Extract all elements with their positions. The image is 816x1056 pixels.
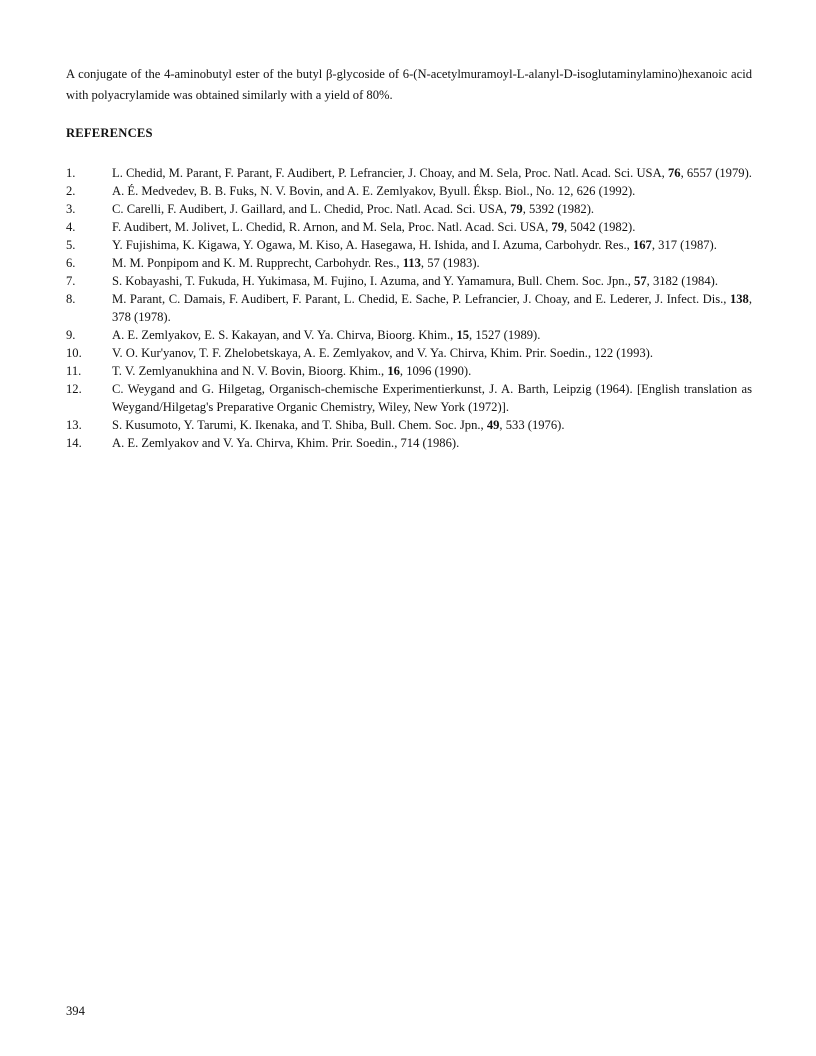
reference-item xyxy=(66,182,752,200)
reference-item xyxy=(66,272,752,290)
reference-volume: 113 xyxy=(402,256,421,270)
reference-volume: 15 xyxy=(456,328,470,342)
reference-text xyxy=(112,290,752,326)
reference-citation: C. Weygand and G. Hilgetag, Organisch-chemische Experimentierkunst, J. A. Barth, Leipzig (1964). [English translation as Weygand/Hilgetag's Preparative Organic Chemistry, Wiley, New York (1972)]. xyxy=(112,382,752,414)
reference-volume: 79 xyxy=(551,220,564,234)
reference-citation: A. E. Zemlyakov and V. Ya. Chirva, Khim. Prir. Soedin., 714 (1986). xyxy=(112,436,460,450)
reference-text xyxy=(112,434,752,452)
reference-citation: Y. Fujishima, K. Kigawa, Y. Ogawa, M. Kiso, A. Hasegawa, H. Ishida, and I. Azuma, Carbohydr. Res., xyxy=(112,238,633,252)
reference-text xyxy=(112,416,752,434)
reference-volume: 79 xyxy=(510,202,523,216)
reference-pages-year: , 57 (1983). xyxy=(420,256,480,270)
reference-pages-year: , 378 (1978). xyxy=(112,292,752,324)
reference-item xyxy=(66,200,752,218)
reference-text xyxy=(112,164,752,182)
reference-item xyxy=(66,362,752,380)
reference-number: 7. xyxy=(66,274,76,288)
reference-text xyxy=(112,200,752,218)
reference-item xyxy=(66,236,752,254)
reference-text xyxy=(112,344,752,362)
reference-pages-year: , 1527 (1989). xyxy=(469,328,541,342)
reference-text xyxy=(112,326,752,344)
reference-text xyxy=(112,254,752,272)
reference-volume: 76 xyxy=(667,166,681,180)
reference-number: 1. xyxy=(66,166,76,180)
references-heading: REFERENCES xyxy=(66,126,153,140)
reference-text xyxy=(112,362,752,380)
reference-citation: A. É. Medvedev, B. B. Fuks, N. V. Bovin, and A. E. Zemlyakov, Byull. Éksp. Biol., No. 12, 626 (1992). xyxy=(112,184,636,198)
reference-citation: F. Audibert, M. Jolivet, L. Chedid, R. Arnon, and M. Sela, Proc. Natl. Acad. Sci. USA, xyxy=(112,220,552,234)
reference-item xyxy=(66,254,752,272)
reference-citation: M. Parant, C. Damais, F. Audibert, F. Parant, L. Chedid, E. Sache, P. Lefrancier, J. Choay, and E. Lederer, J. Infect. Dis., xyxy=(112,292,730,306)
reference-number: 14. xyxy=(66,436,82,450)
reference-item xyxy=(66,380,752,416)
intro-paragraph: A conjugate of the 4-aminobutyl ester of the butyl β-glycoside of 6-(N-acetylmuramoyl-L-alanyl-D-isoglutaminylamino)hexanoic acid with polyacrylamide was obtained similarly with a yield of 80%. xyxy=(66,66,752,102)
reference-text xyxy=(112,236,752,254)
reference-item xyxy=(66,164,752,182)
reference-volume: 167 xyxy=(632,238,652,252)
reference-pages-year: , 317 (1987). xyxy=(651,238,717,252)
reference-number: 10. xyxy=(66,346,82,360)
reference-pages-year: , 3182 (1984). xyxy=(646,274,718,288)
reference-pages-year: , 6557 (1979). xyxy=(680,166,752,180)
reference-number: 11. xyxy=(66,364,82,378)
reference-text xyxy=(112,182,752,200)
reference-citation: C. Carelli, F. Audibert, J. Gaillard, and L. Chedid, Proc. Natl. Acad. Sci. USA, xyxy=(112,202,511,216)
reference-item xyxy=(66,326,752,344)
reference-item xyxy=(66,434,752,452)
reference-citation: S. Kusumoto, Y. Tarumi, K. Ikenaka, and T. Shiba, Bull. Chem. Soc. Jpn., xyxy=(112,418,487,432)
reference-citation: M. M. Ponpipom and K. M. Rupprecht, Carbohydr. Res., xyxy=(112,256,403,270)
reference-citation: A. E. Zemlyakov, E. S. Kakayan, and V. Ya. Chirva, Bioorg. Khim., xyxy=(112,328,457,342)
reference-number: 5. xyxy=(66,238,76,252)
reference-volume: 57 xyxy=(634,274,647,288)
reference-item xyxy=(66,416,752,434)
reference-text xyxy=(112,380,752,416)
reference-list xyxy=(66,164,752,452)
reference-citation: S. Kobayashi, T. Fukuda, H. Yukimasa, M. Fujino, I. Azuma, and Y. Yamamura, Bull. Chem. Soc. Jpn., xyxy=(112,274,635,288)
reference-pages-year: , 1096 (1990). xyxy=(399,364,472,378)
reference-number: 9. xyxy=(66,328,76,342)
reference-volume: 49 xyxy=(486,418,500,432)
page-number: 394 xyxy=(66,1004,85,1018)
reference-volume: 138 xyxy=(729,292,749,306)
reference-pages-year: , 5042 (1982). xyxy=(564,220,636,234)
reference-text xyxy=(112,272,752,290)
reference-number: 6. xyxy=(66,256,76,270)
reference-citation: V. O. Kur'yanov, T. F. Zhelobetskaya, A. E. Zemlyakov, and V. Ya. Chirva, Khim. Prir. Soedin., 122 (1993). xyxy=(112,346,654,360)
reference-item xyxy=(66,344,752,362)
reference-pages-year: , 533 (1976). xyxy=(499,418,565,432)
reference-citation: T. V. Zemlyanukhina and N. V. Bovin, Bioorg. Khim., xyxy=(112,364,388,378)
reference-number: 13. xyxy=(66,418,82,432)
reference-volume: 16 xyxy=(387,364,400,378)
reference-number: 2. xyxy=(66,184,76,198)
reference-text xyxy=(112,218,752,236)
reference-item xyxy=(66,290,752,326)
reference-number: 3. xyxy=(66,202,76,216)
reference-number: 12. xyxy=(66,382,82,396)
reference-item xyxy=(66,218,752,236)
reference-number: 8. xyxy=(66,292,76,306)
reference-citation: L. Chedid, M. Parant, F. Parant, F. Audibert, P. Lefrancier, J. Choay, and M. Sela, Proc. Natl. Acad. Sci. USA, xyxy=(112,166,668,180)
reference-pages-year: , 5392 (1982). xyxy=(522,202,595,216)
reference-number: 4. xyxy=(66,220,76,234)
